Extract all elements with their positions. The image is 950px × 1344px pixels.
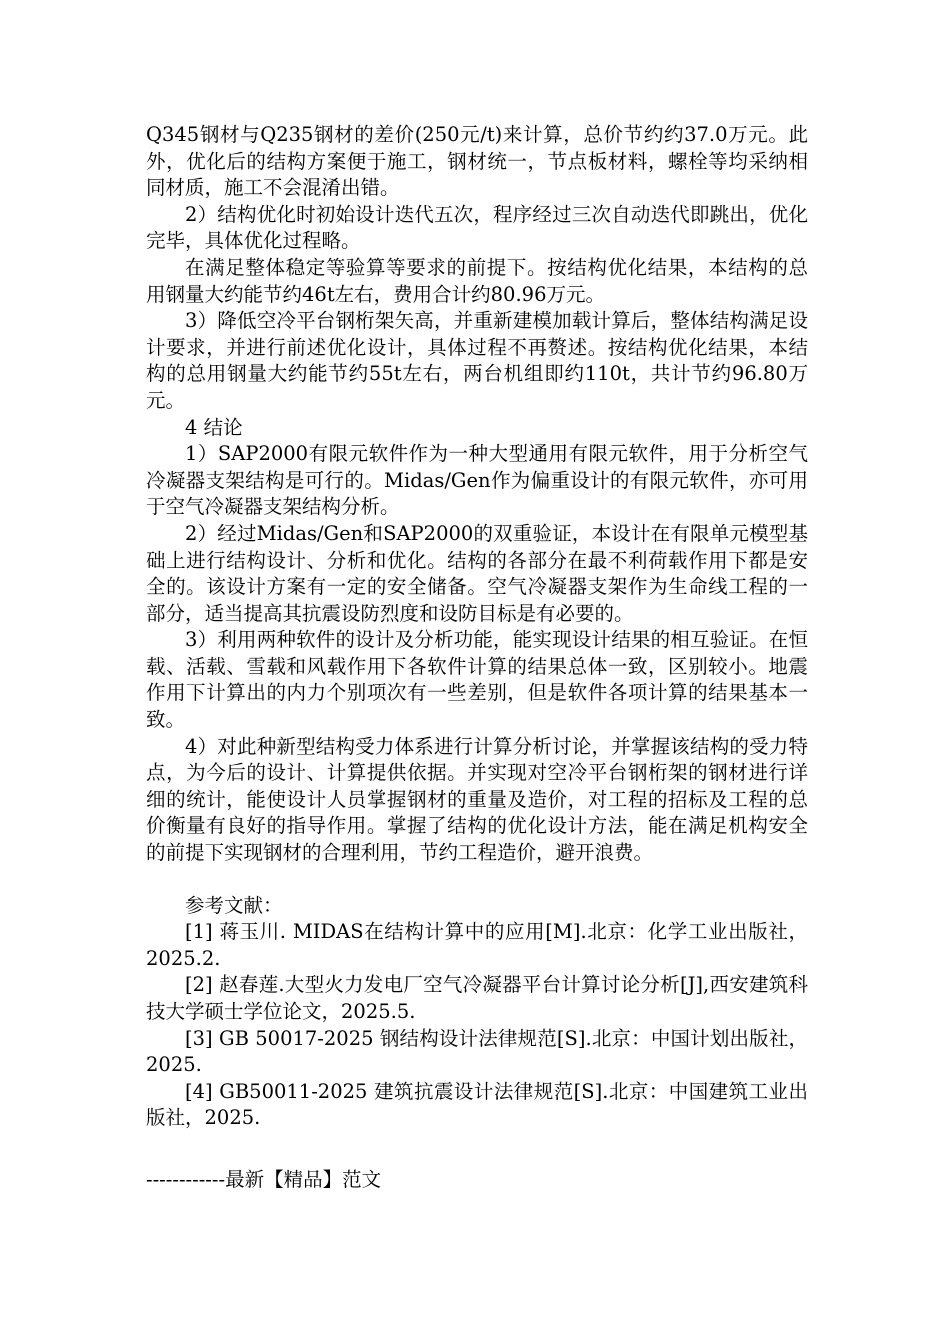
conclusion-item-1: 1）SAP2000有限元软件作为一种大型通用有限元软件，用于分析空气冷凝器支架结构是可行的。Midas/Gen作为偏重设计的有限元软件，亦可用于空气冷凝器支架结构分析。: [146, 442, 808, 519]
section-heading-conclusion: 4 结论: [185, 415, 243, 439]
paragraph-savings-continued: Q345钢材与Q235钢材的差价(250元/t)来计算，总价节约约37.0万元。此外，优化后的结构方案便于施工，钢材统一，节点板材料，螺栓等均采纳相同材质，施工不会混淆出错。: [146, 123, 808, 200]
page-footer: ------------最新【精品】范文: [146, 1168, 382, 1191]
reference-item: [3] GB 50017-2025 钢结构设计法律规范[S].北京：中国计划出版社，2025.: [146, 1026, 808, 1077]
references-title: 参考文献：: [185, 893, 283, 917]
conclusion-item-4: 4）对此种新型结构受力体系进行计算分析讨论，并掌握该结构的受力特点，为今后的设计、计算提供依据。并实现对空冷平台钢桁架的钢材进行详细的统计，能使设计人员掌握钢材的重量及造价，对工程的招标及工程的总价衡量有良好的指导作用。掌握了结构的优化设计方法，能在满足机构安全的前提下实现钢材的合理利用，节约工程造价，避开浪费。: [146, 734, 808, 865]
conclusion-item-2: 2）经过Midas/Gen和SAP2000的双重验证，本设计在有限单元模型基础上进行结构设计、分析和优化。结构的各部分在最不利荷载作用下都是安全的。该设计方案有一定的安全储备。空气冷凝器支架作为生命线工程的一部分，适当提高其抗震设防烈度和设防目标是有必要的。: [146, 521, 808, 625]
reference-item: [4] GB50011-2025 建筑抗震设计法律规范[S].北京：中国建筑工业出版社，2025.: [146, 1079, 808, 1130]
reference-item: [2] 赵春莲.大型火力发电厂空气冷凝器平台计算讨论分析[J],西安建筑科技大学硕士学位论文，2025.5.: [146, 973, 808, 1023]
paragraph-truss-height: 3）降低空冷平台钢桁架矢高，并重新建模加载计算后，整体结构满足设计要求，并进行前述优化设计，具体过程不再赘述。按结构优化结果，本结构的总用钢量大约能节约55t左右，两台机组即约110t，共计节约96.80万元。: [146, 309, 808, 412]
document-body: [146, 122, 808, 1132]
conclusion-item-3: 3）利用两种软件的设计及分析功能，能实现设计结果的相互验证。在恒载、活载、雪载和风载作用下各软件计算的结果总体一致，区别较小。地震作用下计算出的内力个别项次有一些差别，但是软件各项计算的结果基本一致。: [146, 628, 808, 732]
paragraph-optimization-iterations: 2）结构优化时初始设计迭代五次，程序经过三次自动迭代即跳出，优化完毕，具体优化过程略。: [146, 202, 808, 253]
reference-item: [1] 蒋玉川. MIDAS在结构计算中的应用[M].北京：化学工业出版社，2025.2.: [146, 920, 808, 970]
paragraph-steel-savings: 在满足整体稳定等验算等要求的前提下。按结构优化结果，本结构的总用钢量大约能节约46t左右，费用合计约80.96万元。: [146, 255, 808, 306]
